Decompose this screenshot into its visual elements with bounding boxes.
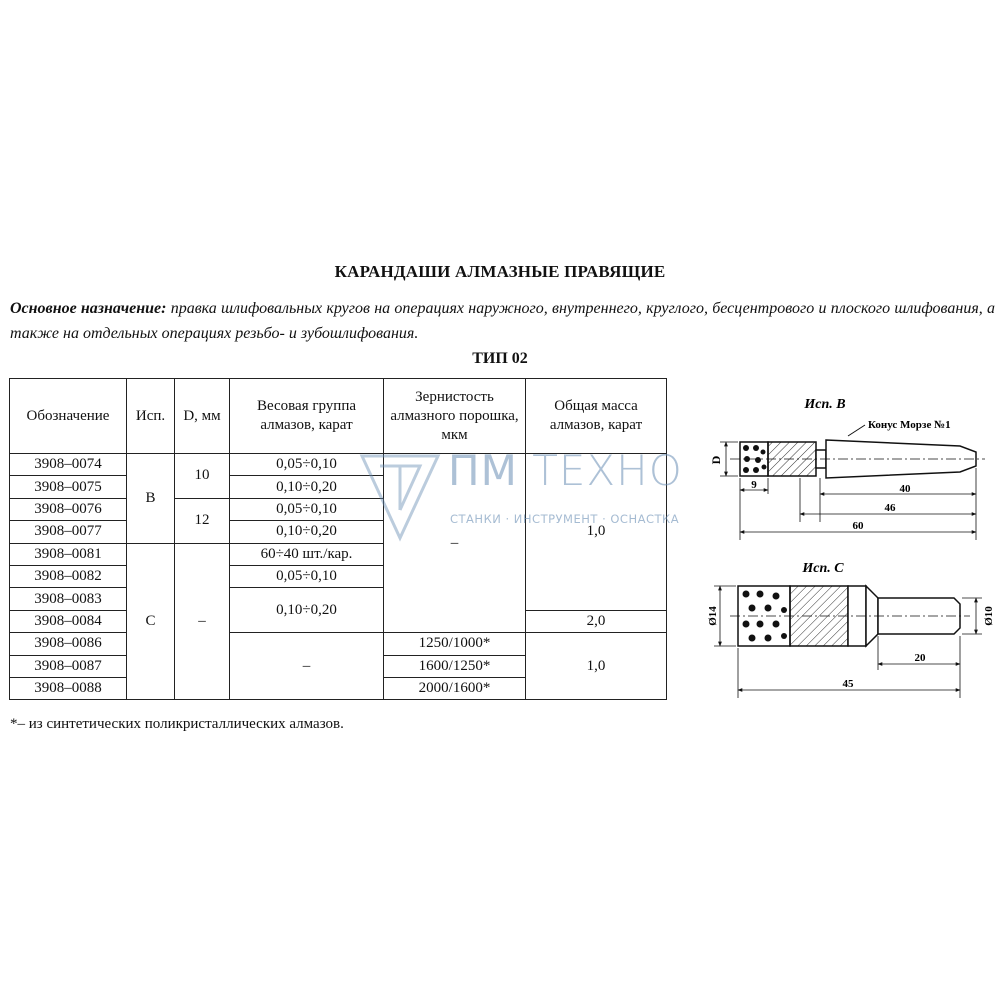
code-cell: 3908–0074: [10, 454, 127, 476]
grit-cell: 2000/1600*: [384, 677, 526, 699]
watermark-tagline: СТАНКИ · ИНСТРУМЕНТ · ОСНАСТКА: [450, 512, 680, 526]
header-weight-group: Весовая группа алмазов, карат: [230, 379, 384, 454]
weight-cell: –: [230, 633, 384, 700]
footnote: *– из синтетических поликристаллических алмазов.: [10, 716, 344, 732]
grit-cell: 1600/1250*: [384, 655, 526, 677]
weight-cell: 0,05÷0,10: [230, 498, 384, 520]
drawing-b-dim-60: 60: [852, 520, 864, 532]
drawing-b-cone-leader: [848, 425, 865, 436]
watermark-pm: ПМ: [448, 446, 518, 495]
watermark-brand: [448, 446, 683, 495]
code-cell: 3908–0082: [10, 565, 127, 587]
weight-cell: 60÷40 шт./кар.: [230, 543, 384, 565]
mass-cell: 2,0: [526, 610, 667, 632]
isp-cell: В: [127, 454, 175, 544]
code-cell: 3908–0087: [10, 655, 127, 677]
code-cell: 3908–0081: [10, 543, 127, 565]
drawing-c-dim-10: Ø10: [983, 606, 995, 626]
weight-cell: 0,10÷0,20: [230, 476, 384, 498]
d-cell: –: [175, 543, 230, 700]
drawing-b-cone-label: Конус Морзе №1: [868, 419, 951, 431]
header-code: Обозначение: [10, 379, 127, 454]
purpose-text: правка шлифовальных кругов на операциях наружного, внутреннего, круглого, бесцентрового и плоского шлифования, а также на отдельных операциях резьбо- и зубошлифования.: [10, 300, 996, 342]
purpose-label: Основное назначение:: [10, 300, 167, 317]
grit-cell: 1250/1000*: [384, 633, 526, 655]
drawing-b-dim-46: 46: [884, 502, 896, 514]
mass-cell: 1,0: [526, 633, 667, 700]
code-cell: 3908–0076: [10, 498, 127, 520]
code-cell: 3908–0086: [10, 633, 127, 655]
purpose-paragraph: [10, 296, 995, 346]
d-cell: 10: [175, 454, 230, 499]
watermark-tekhno: ТЕХНО: [532, 446, 683, 495]
drawing-c-body: [730, 586, 970, 646]
weight-cell: 0,05÷0,10: [230, 565, 384, 587]
code-cell: 3908–0088: [10, 677, 127, 699]
weight-cell: 0,05÷0,10: [230, 454, 384, 476]
header-total-mass: Общая масса алмазов, карат: [526, 379, 667, 454]
mass-cell: 1,0: [526, 454, 667, 611]
weight-cell: 0,10÷0,20: [230, 588, 384, 633]
table-row: [10, 633, 667, 655]
drawing-c-dim-14: Ø14: [707, 606, 719, 626]
drawing-c-caption: Исп. С: [802, 561, 844, 576]
d-cell: 12: [175, 498, 230, 543]
technical-drawings: [690, 380, 995, 700]
drawing-b-dim-d: D: [709, 455, 723, 465]
code-cell: 3908–0083: [10, 588, 127, 610]
code-cell: 3908–0075: [10, 476, 127, 498]
drawing-b-dim-9: 9: [751, 479, 757, 491]
drawing-c-dim-20: 20: [914, 652, 926, 664]
table-header-row: [10, 379, 667, 454]
weight-cell: 0,10÷0,20: [230, 521, 384, 543]
drawing-b-caption: Исп. В: [804, 397, 846, 412]
isp-cell: С: [127, 543, 175, 700]
header-d: D, мм: [175, 379, 230, 454]
header-isp: Исп.: [127, 379, 175, 454]
code-cell: 3908–0084: [10, 610, 127, 632]
header-grit: Зернистость алмазного порошка, мкм: [384, 379, 526, 454]
type-label: ТИП 02: [472, 350, 528, 367]
grit-cell: –: [384, 454, 526, 633]
page-title: КАРАНДАШИ АЛМАЗНЫЕ ПРАВЯЩИЕ: [334, 262, 666, 281]
drawing-b-dim-40: 40: [899, 483, 911, 495]
code-cell: 3908–0077: [10, 521, 127, 543]
drawing-b-body: [730, 440, 985, 478]
drawing-c-dim-45: 45: [842, 678, 854, 690]
